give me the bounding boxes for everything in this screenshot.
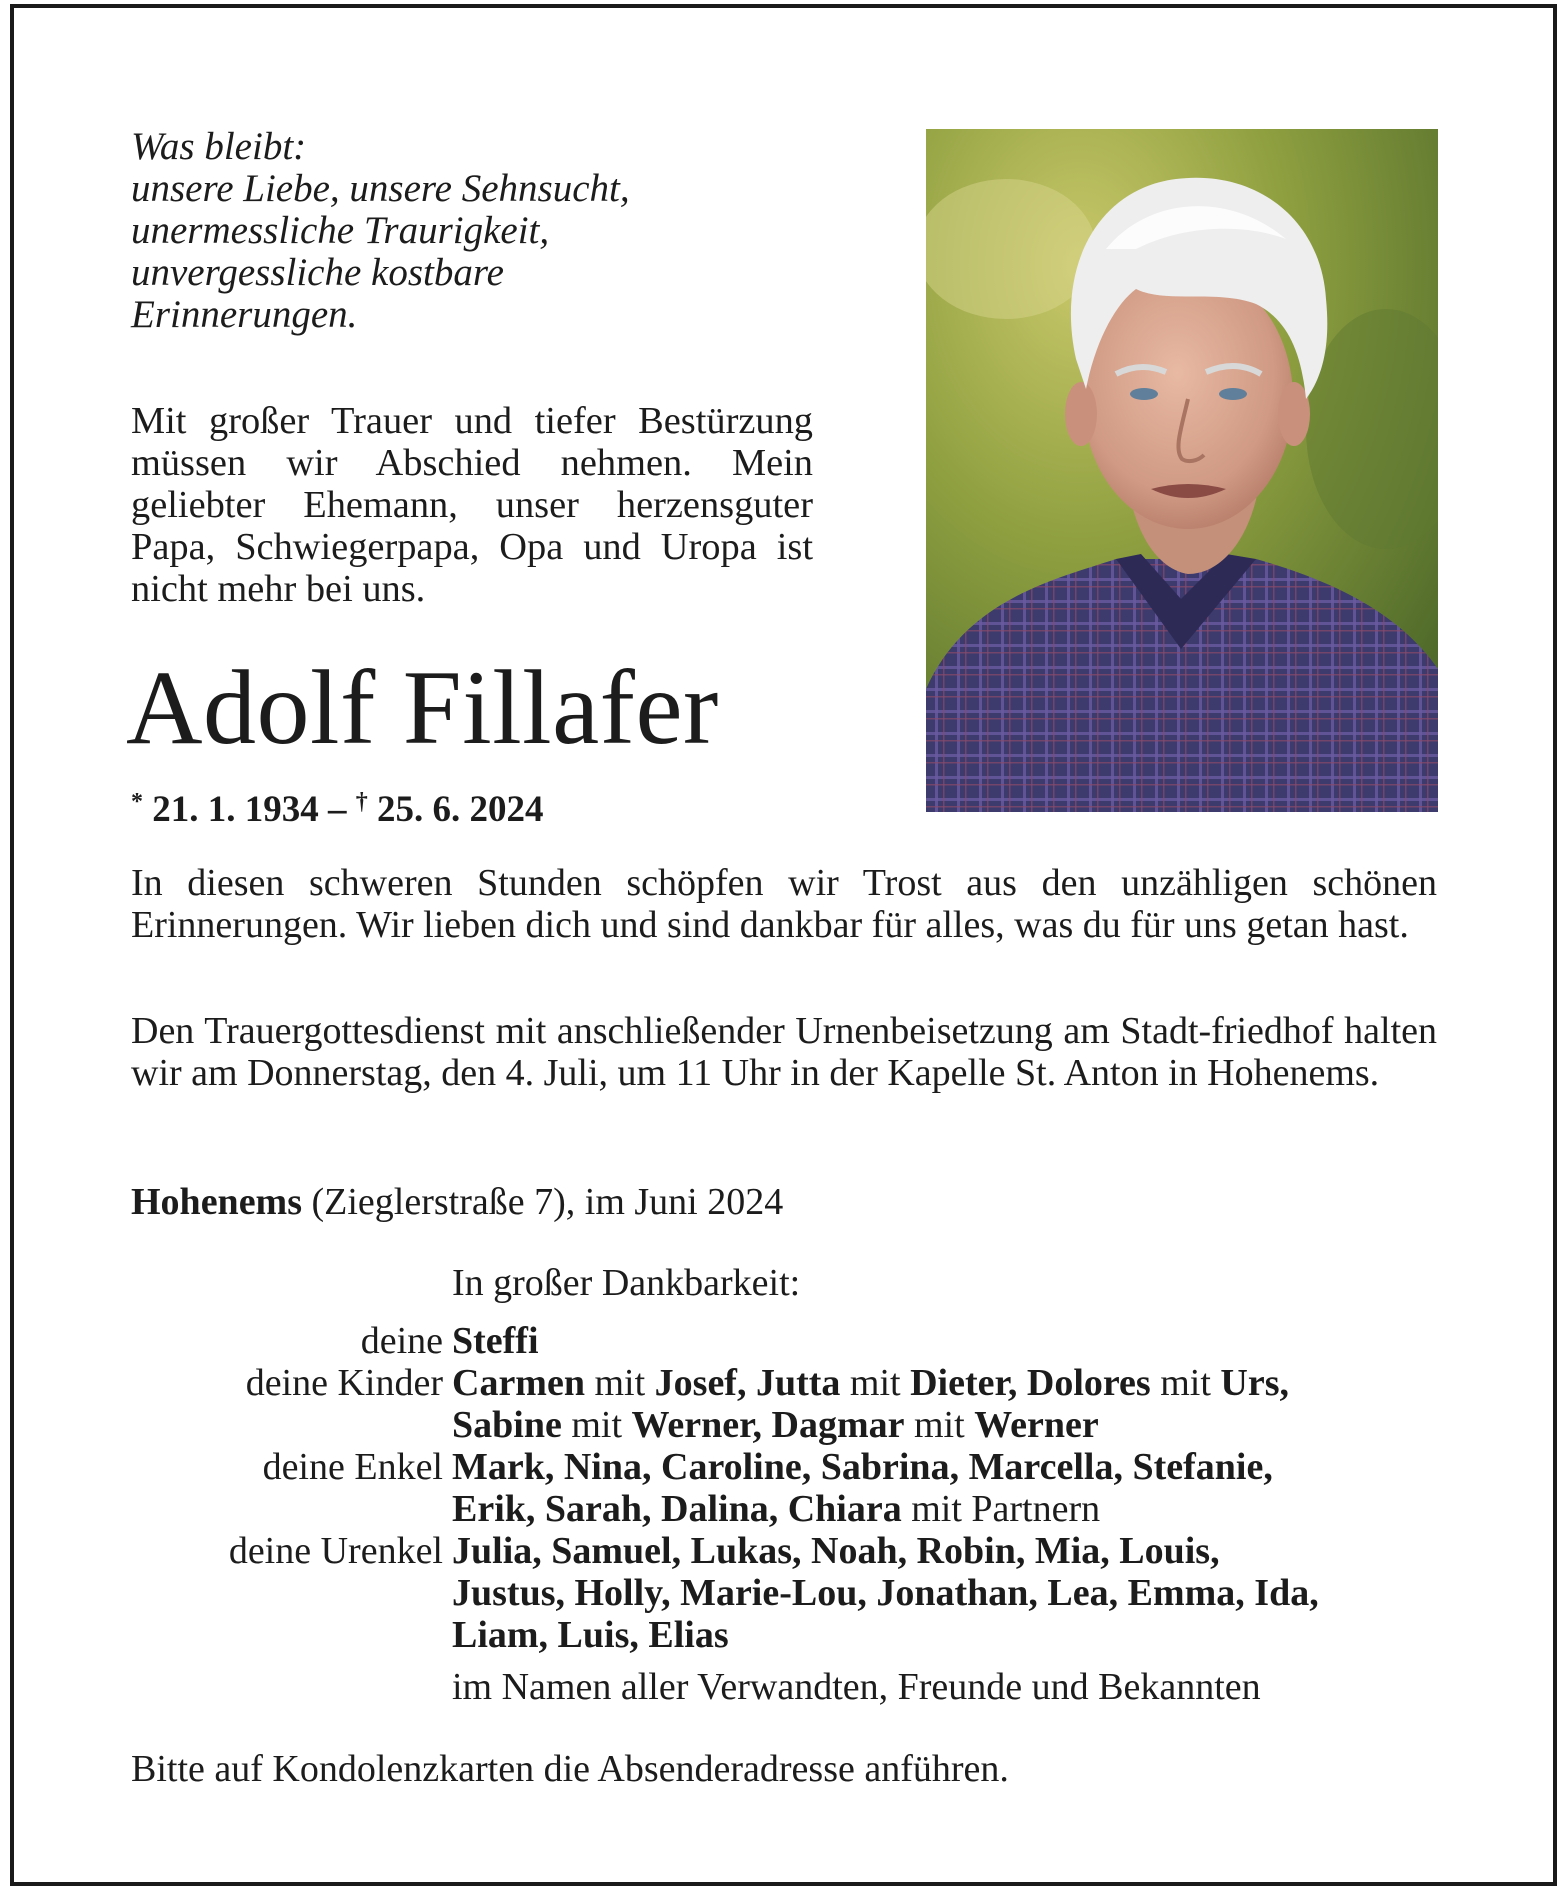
portrait-photo-icon xyxy=(926,129,1438,812)
thanks-line: In großer Dankbarkeit: xyxy=(452,1262,801,1304)
intro-paragraph: Mit großer Trauer und tiefer Bestürzung müssen wir Abschied nehmen. Mein geliebter Ehemann, unser herzensguter Papa, Schwiegerpapa, Opa und Uropa ist nicht mehr bei uns. xyxy=(131,400,813,610)
family-names-grandchildren xyxy=(452,1446,1452,1530)
name-row xyxy=(452,1530,1452,1572)
name-row xyxy=(452,1404,1452,1446)
death-symbol: † xyxy=(355,789,368,815)
name-row xyxy=(452,1488,1452,1530)
life-dates xyxy=(131,780,544,832)
family-name: Urs, xyxy=(1220,1362,1290,1404)
death-date: 25. 6. 2024 xyxy=(377,789,544,830)
deceased-name: Adolf Fillafer xyxy=(126,649,719,766)
name-row xyxy=(452,1572,1452,1614)
family-name: Werner xyxy=(974,1404,1099,1446)
connector-text: mit xyxy=(1150,1362,1221,1404)
place-and-date xyxy=(131,1180,783,1224)
date-separator: – xyxy=(328,789,347,830)
wife-name: Steffi xyxy=(452,1320,539,1362)
place-city: Hohenems xyxy=(131,1181,302,1223)
poem-line: unermessliche Traurigkeit, xyxy=(131,209,550,252)
family-label-children: deine Kinder xyxy=(245,1362,443,1404)
family-name: Carmen xyxy=(452,1362,585,1404)
connector-text: mit xyxy=(840,1362,911,1404)
service-paragraph: Den Trauergottesdienst mit anschließender Urnenbeisetzung am Stadt-friedhof halten wir am Donnerstag, den 4. Juli, um 11 Uhr in der Kapelle St. Anton in Hohenems. xyxy=(131,1010,1437,1094)
poem xyxy=(131,126,831,336)
family-label-wife: deine xyxy=(360,1320,443,1362)
family-names-children xyxy=(452,1362,1452,1446)
condolence-note: Bitte auf Kondolenzkarten die Absenderadresse anführen. xyxy=(131,1748,1009,1790)
name-row xyxy=(452,1446,1452,1488)
connector-text: mit xyxy=(584,1362,655,1404)
name-row xyxy=(452,1362,1452,1404)
birth-date: 21. 1. 1934 xyxy=(152,789,319,830)
place-address: (Zieglerstraße 7), im Juni 2024 xyxy=(302,1181,784,1223)
birth-symbol: * xyxy=(131,789,143,815)
family-name: Julia, Samuel, Lukas, Noah, Robin, Mia, Louis, xyxy=(452,1530,1220,1572)
poem-line: Erinnerungen. xyxy=(131,293,358,336)
family-name: Josef, Jutta xyxy=(654,1362,841,1404)
family-name: Dieter, Dolores xyxy=(910,1362,1151,1404)
family-name: Sabine xyxy=(452,1404,562,1446)
consolation-paragraph: In diesen schweren Stunden schöpfen wir Trost aus den unzähligen schönen Erinnerungen. Wir lieben dich und sind dankbar für alles, was du für uns getan hast. xyxy=(131,862,1437,946)
connector-text: mit Partnern xyxy=(901,1488,1101,1530)
connector-text: mit xyxy=(561,1404,632,1446)
poem-line: unsere Liebe, unsere Sehnsucht, xyxy=(131,167,630,210)
family-name: Erik, Sarah, Dalina, Chiara xyxy=(452,1488,902,1530)
connector-text: mit xyxy=(904,1404,975,1446)
family-label-greatgrandchildren: deine Urenkel xyxy=(228,1530,443,1572)
family-name: Justus, Holly, Marie-Lou, Jonathan, Lea, Emma, Ida, xyxy=(452,1572,1319,1614)
family-name: Mark, Nina, Caroline, Sabrina, Marcella, Stefanie, xyxy=(452,1446,1273,1488)
family-name: Werner, Dagmar xyxy=(631,1404,905,1446)
closing-line: im Namen aller Verwandten, Freunde und Bekannten xyxy=(452,1666,1261,1708)
family-name: Liam, Luis, Elias xyxy=(452,1614,729,1656)
poem-line: unvergessliche kostbare xyxy=(131,251,504,294)
family-names-wife xyxy=(452,1320,1452,1362)
family-label-grandchildren: deine Enkel xyxy=(262,1446,443,1488)
name-row xyxy=(452,1614,1452,1656)
family-names-greatgrandchildren xyxy=(452,1530,1452,1656)
poem-line: Was bleibt: xyxy=(131,125,307,168)
